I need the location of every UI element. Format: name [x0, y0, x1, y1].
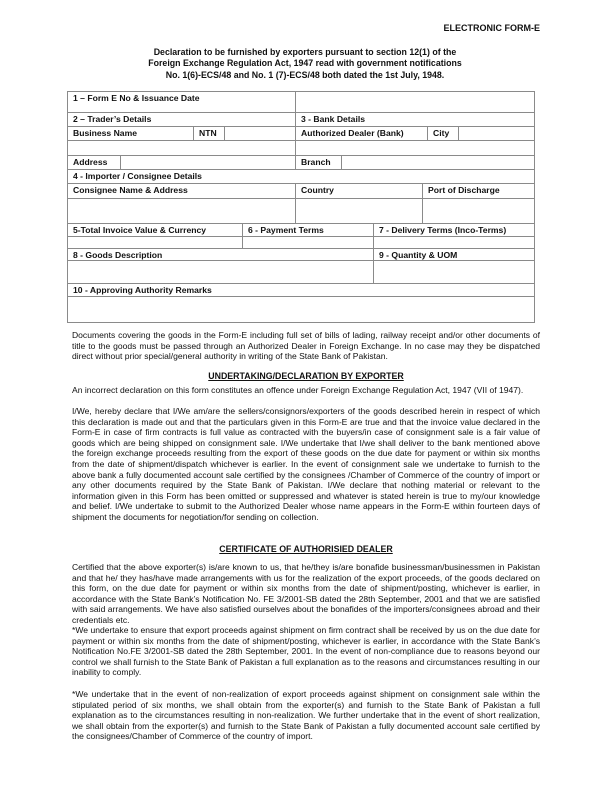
certified-text: Certified that the above exporter(s) is/are known to us, that he/they is/are bonafide businessman/businessmen in Pakistan and that he/ they has/have made arrangements with us for the realization of the export proceeds, of the goods declared on this form, on the due date for payment or within six months from the date of shipment/posting, whichever is earlier, in accordance with the State Bank’s Notification No. FE 3/2001-SB dated the 28th September, 2001 and that we are satisfied with said arrangements. We have also satisfied ourselves about the bonafides of the importers/consignees abroad and their credentials etc.: [72, 562, 540, 625]
delivery-terms-label: 7 - Delivery Terms (Inco-Terms): [373, 223, 535, 237]
certificate-heading: CERTIFICATE OF AUTHORISIED DEALER: [219, 544, 393, 554]
goods-description-field[interactable]: [67, 260, 374, 284]
title-line: Foreign Exchange Regulation Act, 1947 read with government notifications: [148, 58, 462, 69]
address-label: Address: [67, 155, 121, 170]
form-e-no-label: 1 – Form E No & Issuance Date: [67, 91, 296, 113]
page-title: [60, 47, 550, 81]
city-field[interactable]: [458, 126, 535, 141]
quantity-uom-field[interactable]: [373, 260, 535, 284]
traders-details-label: 2 – Trader’s Details: [67, 112, 296, 127]
incorrect-declaration-text: An incorrect declaration on this form constitutes an offence under Foreign Exchange Regulation Act, 1947 (VII of 1947).: [72, 385, 524, 395]
branch-label: Branch: [295, 155, 342, 170]
invoice-value-label: 5-Total Invoice Value & Currency: [67, 223, 243, 237]
country-field[interactable]: [295, 198, 423, 224]
branch-field[interactable]: [341, 155, 535, 170]
bank-details-label: 3 - Bank Details: [295, 112, 535, 127]
consignee-name-label: Consignee Name & Address: [67, 183, 296, 199]
form-e-no-field[interactable]: [295, 91, 535, 113]
authorized-dealer-field[interactable]: [295, 140, 535, 156]
importer-details-label: 4 - Importer / Consignee Details: [67, 169, 535, 184]
goods-description-label: 8 - Goods Description: [67, 248, 374, 261]
address-field[interactable]: [120, 155, 296, 170]
port-of-discharge-label: Port of Discharge: [422, 183, 535, 199]
payment-terms-label: 6 - Payment Terms: [242, 223, 374, 237]
ntn-label: NTN: [193, 126, 225, 141]
ntn-field[interactable]: [224, 126, 296, 141]
title-line: No. 1(6)-ECS/48 and No. 1 (7)-ECS/48 both dated the 1st July, 1948.: [165, 69, 445, 80]
consignment-text: *We undertake that in the event of non-realization of export proceeds against shipment on consignment sale within the stipulated period of six months, we shall obtain from the exporter(s) and furnish to the State Bank of Pakistan a full explanation as to the circumstances resulting in non-realization. We further undertake that in the event of short realization, we shall obtain from the exporter(s) and furnish to the State Bank of Pakistan a fully documented account sale certified by the consignees/Chamber of Commerce of the country of import.: [72, 689, 540, 742]
city-label: City: [427, 126, 459, 141]
form-label: ELECTRONIC FORM-E: [443, 23, 540, 33]
business-name-label: Business Name: [67, 126, 194, 141]
business-name-field[interactable]: [67, 140, 296, 156]
remarks-label: 10 - Approving Authority Remarks: [67, 283, 535, 297]
firm-contract-text: *We undertake to ensure that export proceeds against shipment on firm contract shall be received by us on the due date for payment or within six months from the date of shipment/posting, whichever is earlier, in accordance with the State Bank’s Notification No.FE 3/2001-SB dated the 28th September, 2001. In the event of non-compliance due to reasons beyond our control we shall furnish to the State Bank of Pakistan a full explanation as to the reasons and circumstances resulting in our inability to comply.: [72, 625, 540, 678]
documents-note: Documents covering the goods in the Form-E including full set of bills of lading, railway receipt and/or other documents of title to the goods must be passed through an Authorized Dealer in Foreign Exchange. In no case may they be dispatched direct without prior special/general authority in writing of the State Bank of Pakistan.: [72, 330, 540, 362]
authorized-dealer-label: Authorized Dealer (Bank): [295, 126, 428, 141]
quantity-uom-label: 9 - Quantity & UOM: [373, 248, 535, 261]
title-line: Declaration to be furnished by exporters pursuant to section 12(1) of the: [153, 47, 457, 57]
declaration-text: I/We, hereby declare that I/We am/are the sellers/consignors/exporters of the goods described herein in respect of which this declaration is made out and that the particulars given in this Form-E are true and that the invoice value declared in the Form-E in case of firm contracts is full value as contracted with the buyers/in case of consignment sale is a fair value of goods which are being shipped on consignment sale. I/We undertake that I/we shall deliver to the bank mentioned above the foreign exchange proceeds resulting from the export of these goods on the due date for payment or within six months from the date of shipment/dispatch whichever is earlier. In the event of consignment sale we undertake to furnish to the above bank a fully documented account sale certified by the consignees /Chamber of Commerce of the country of import or any other documents required by the State Bank of Pakistan. I/We declare that nothing material or relevant to the information given in this Form has been omitted or suppressed and whatever is stated herein is true to my/our knowledge and belief. I/We undertake to submit to the Authorized Dealer whose name appears in the Form-E within fourteen days of shipment the documents for negotiation/for sending on collection.: [72, 406, 540, 522]
country-label: Country: [295, 183, 423, 199]
remarks-field[interactable]: [67, 296, 535, 323]
consignee-name-field[interactable]: [67, 198, 296, 224]
undertaking-heading: UNDERTAKING/DECLARATION BY EXPORTER: [208, 371, 404, 381]
port-of-discharge-field[interactable]: [422, 198, 535, 224]
